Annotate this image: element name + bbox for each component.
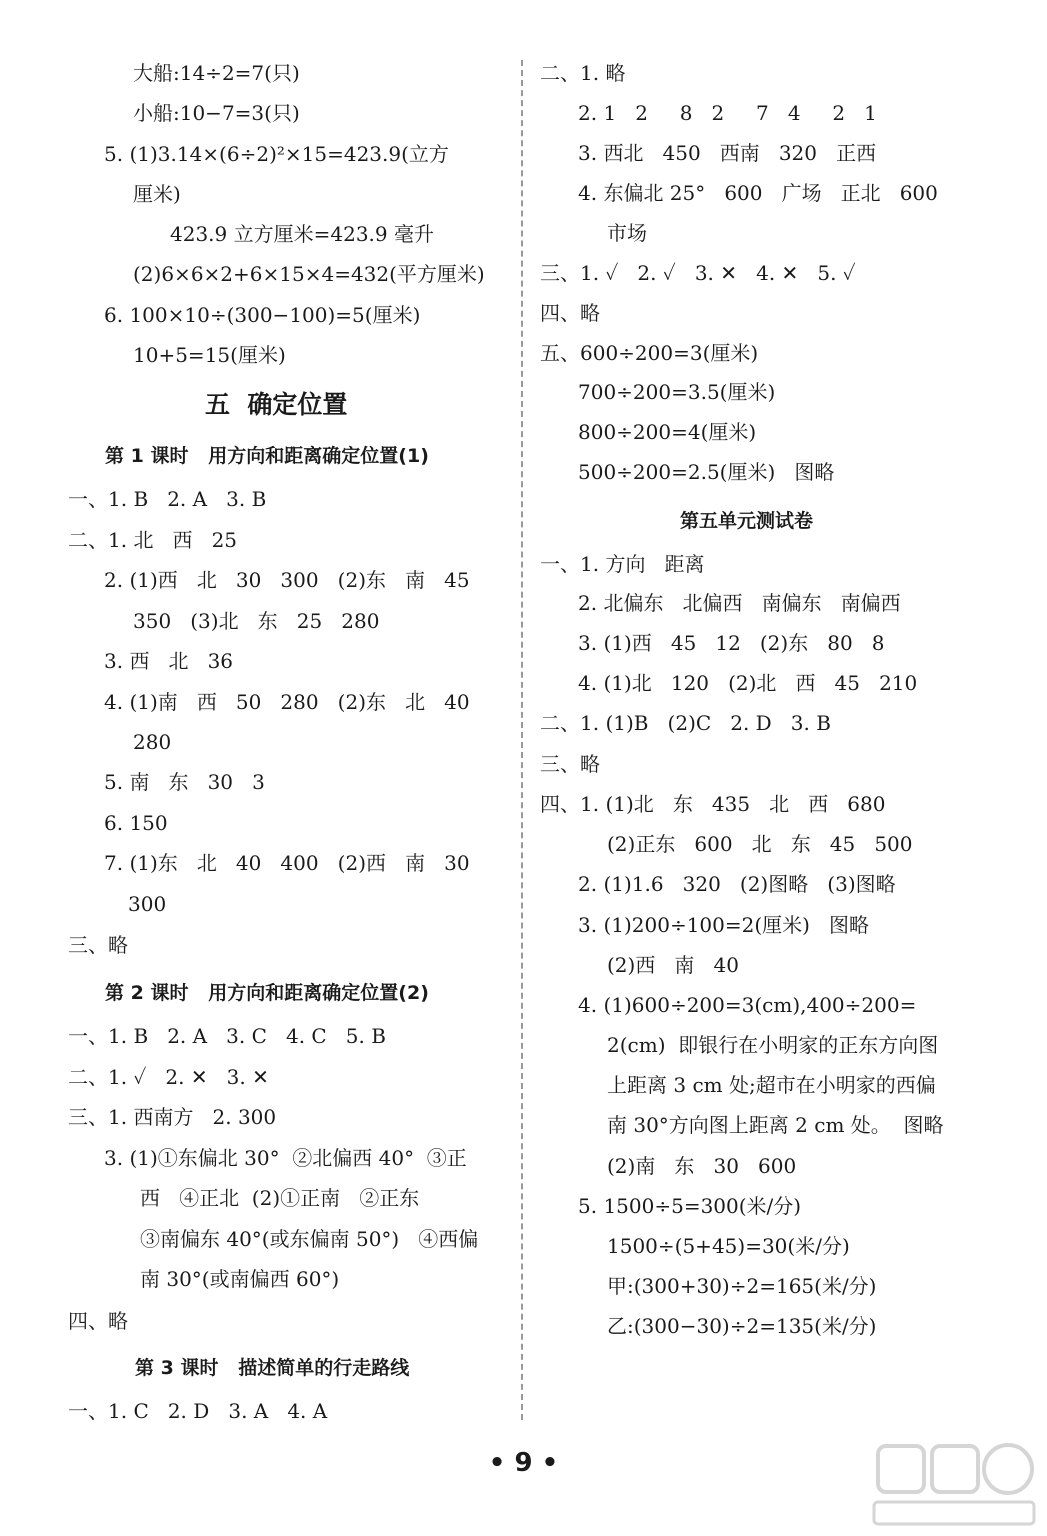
section-heading: 五 确定位置	[205, 390, 348, 419]
answer-line: 423.9 立方厘米=423.9 毫升	[170, 222, 434, 246]
answer-line: (2)西 南 40	[607, 953, 739, 977]
answer-line: 2. (1)1.6 320 (2)图略 (3)图略	[578, 872, 896, 896]
answer-line: 上距离 3 cm 处;超市在小明家的西偏	[607, 1073, 936, 1097]
answer-line: 4. (1)北 120 (2)北 西 45 210	[578, 671, 918, 695]
answer-line: 西 ④正北 (2)①正南 ②正东	[140, 1186, 420, 1210]
answer-line: (2)6×6×2+6×15×4=432(平方厘米)	[133, 262, 485, 286]
answer-line: 甲:(300+30)÷2=165(米/分)	[607, 1274, 877, 1298]
answer-line: 3. (1)200÷100=2(厘米) 图略	[578, 913, 870, 937]
answer-line: 4. 东偏北 25° 600 广场 正北 600	[578, 181, 938, 205]
answer-line: 2(cm) 即银行在小明家的正东方向图	[607, 1033, 939, 1057]
section-heading: 第 1 课时 用方向和距离确定位置(1)	[105, 445, 429, 467]
answer-line: 厘米)	[133, 182, 181, 206]
answer-line: 一、1. 方向 距离	[540, 552, 705, 576]
answer-line: 5. 南 东 30 3	[104, 770, 265, 794]
answer-line: 四、略	[540, 301, 600, 325]
section-heading: 第五单元测试卷	[680, 510, 814, 532]
section-heading: 第 3 课时 描述简单的行走路线	[135, 1357, 410, 1379]
answer-line: 市场	[607, 221, 647, 245]
answer-line: 一、1. B 2. A 3. B	[68, 487, 267, 511]
column-divider	[521, 60, 523, 1420]
answer-line: 2. (1)西 北 30 300 (2)东 南 45	[104, 568, 470, 592]
answer-line: 小船:10−7=3(只)	[133, 101, 300, 125]
answer-line: 三、1. 西南方 2. 300	[68, 1105, 277, 1129]
answer-line: 大船:14÷2=7(只)	[133, 61, 300, 85]
watermark-logo-icon	[870, 1440, 1040, 1530]
answer-line: 700÷200=3.5(厘米)	[578, 380, 776, 404]
answer-line: 五、600÷200=3(厘米)	[540, 341, 759, 365]
answer-line: 四、1. (1)北 东 435 北 西 680	[540, 792, 886, 816]
answer-line: 一、1. B 2. A 3. C 4. C 5. B	[68, 1024, 386, 1048]
answer-line: 3. (1)①东偏北 30° ②北偏西 40° ③正	[104, 1146, 467, 1170]
answer-line: 南 30°方向图上距离 2 cm 处。 图略	[607, 1113, 944, 1137]
answer-line: 二、1. 北 西 25	[68, 528, 238, 552]
answer-line: 350 (3)北 东 25 280	[133, 609, 380, 633]
answer-line: 乙:(300−30)÷2=135(米/分)	[607, 1314, 877, 1338]
answer-line: 6. 150	[104, 811, 168, 835]
answer-line: ③南偏东 40°(或东偏南 50°) ④西偏	[140, 1227, 479, 1251]
answer-line: 4. (1)南 西 50 280 (2)东 北 40	[104, 690, 470, 714]
answer-line: 6. 100×10÷(300−100)=5(厘米)	[104, 303, 421, 327]
answer-line: 三、略	[540, 752, 600, 776]
answer-line: 四、略	[68, 1309, 128, 1333]
answer-line: (2)南 东 30 600	[607, 1154, 797, 1178]
answer-line: 500÷200=2.5(厘米) 图略	[578, 460, 835, 484]
answer-line: 二、1. 略	[540, 61, 626, 85]
answer-line: 4. (1)600÷200=3(cm),400÷200=	[578, 993, 917, 1017]
section-heading: 第 2 课时 用方向和距离确定位置(2)	[105, 982, 429, 1004]
answer-line: 5. 1500÷5=300(米/分)	[578, 1194, 802, 1218]
page-number: • 9 •	[488, 1448, 559, 1478]
answer-line: 3. 西北 450 西南 320 正西	[578, 141, 877, 165]
answer-line: 3. (1)西 45 12 (2)东 80 8	[578, 631, 885, 655]
answer-line: (2)正东 600 北 东 45 500	[607, 832, 913, 856]
answer-line: 800÷200=4(厘米)	[578, 420, 757, 444]
answer-line: 2. 1 2 8 2 7 4 2 1	[578, 101, 877, 125]
answer-line: 2. 北偏东 北偏西 南偏东 南偏西	[578, 591, 901, 615]
answer-line: 三、略	[68, 933, 128, 957]
answer-line: 1500÷(5+45)=30(米/分)	[607, 1234, 850, 1258]
answer-line: 三、1. ✓ 2. ✓ 3. ✕ 4. ✕ 5. ✓	[540, 261, 856, 285]
answer-line: 3. 西 北 36	[104, 649, 234, 673]
answer-line: 一、1. C 2. D 3. A 4. A	[68, 1399, 328, 1423]
answer-line: 二、1. (1)B (2)C 2. D 3. B	[540, 711, 831, 735]
answer-line: 南 30°(或南偏西 60°)	[140, 1267, 340, 1291]
answer-line: 300	[128, 892, 167, 916]
answer-line: 10+5=15(厘米)	[133, 343, 286, 367]
answer-line: 二、1. ✓ 2. ✕ 3. ✕	[68, 1065, 269, 1089]
answer-line: 280	[133, 730, 172, 754]
answer-line: 7. (1)东 北 40 400 (2)西 南 30	[104, 851, 470, 875]
answer-line: 5. (1)3.14×(6÷2)²×15=423.9(立方	[104, 142, 449, 166]
